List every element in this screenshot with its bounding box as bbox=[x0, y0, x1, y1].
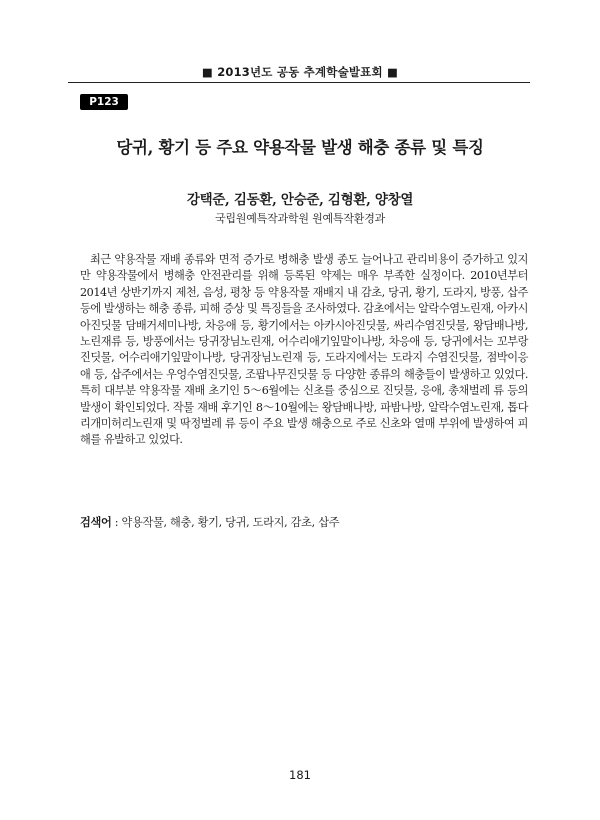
keywords-line bbox=[80, 514, 528, 530]
keywords-separator: : bbox=[111, 516, 122, 529]
page-number: 181 bbox=[289, 768, 311, 782]
conference-header: ■ 2013년도 공동 추계학술발표회 ■ bbox=[201, 65, 399, 79]
abstract-body: 최근 약용작물 재배 종류와 면적 증가로 병해충 발생 종도 늘어나고 관리비용이 증가하고 있지만 약용작물에서 병해충 안전관리를 위해 등록된 약제는 매우 부족한 실정이다. 2010년부터 2014년 상반기까지 제천, 음성, 평창 등 약용작물 재배지 내 감초, 당귀, 황기, 도라지, 방풍, 삽주 등에 발생하는 해충 종류, 피해 증상 및 특징들을 조사하였다. 감초에서는 알락수염노린재, 아카시아진딧물 담배거세미나방, 차응애 등, 황기에서는 아카시아진딧물, 싸리수염진딧물, 왕담배나방, 노린재류 등, 방풍에서는 당귀장님노린재, 어수리애기잎말이나방, 차응애 등, 당귀에서는 꼬부랑진딧물, 어수리애기잎말이나방, 당귀장님노린재 등, 도라지에서는 도라지 수염진딧물, 점박이응애 등, 삽주에서는 우엉수염진딧물, 조팝나무진딧물 등 다양한 종류의 해충들이 발생하고 있었다. 특히 대부분 약용작물 재배 초기인 5～6월에는 신초를 중심으로 진딧물, 응애, 총채벌레 류 등의 발생이 확인되었다. 작물 재배 후기인 8～10월에는 왕담배나방, 파밤나방, 알락수염노린재, 톱다리개미허리노린재 및 딱정벌레 류 등이 주요 발생 해충으로 주로 신초와 열매 부위에 발생하여 피해를 유발하고 있었다. bbox=[80, 253, 528, 447]
author-list: 강택준, 김동환, 안승준, 김형환, 양창열 bbox=[186, 192, 414, 208]
poster-id-badge: P123 bbox=[80, 94, 128, 110]
author-affiliation: 국립원예특작과학원 원예특작환경과 bbox=[214, 212, 386, 225]
paper-title: 당귀, 황기 등 주요 약용작물 발생 해충 종류 및 특징 bbox=[116, 138, 484, 157]
keywords-label: 검색어 bbox=[80, 516, 112, 529]
header-divider bbox=[68, 82, 530, 83]
keywords-text: 약용작물, 해충, 황기, 당귀, 도라지, 감초, 삽주 bbox=[121, 516, 340, 529]
